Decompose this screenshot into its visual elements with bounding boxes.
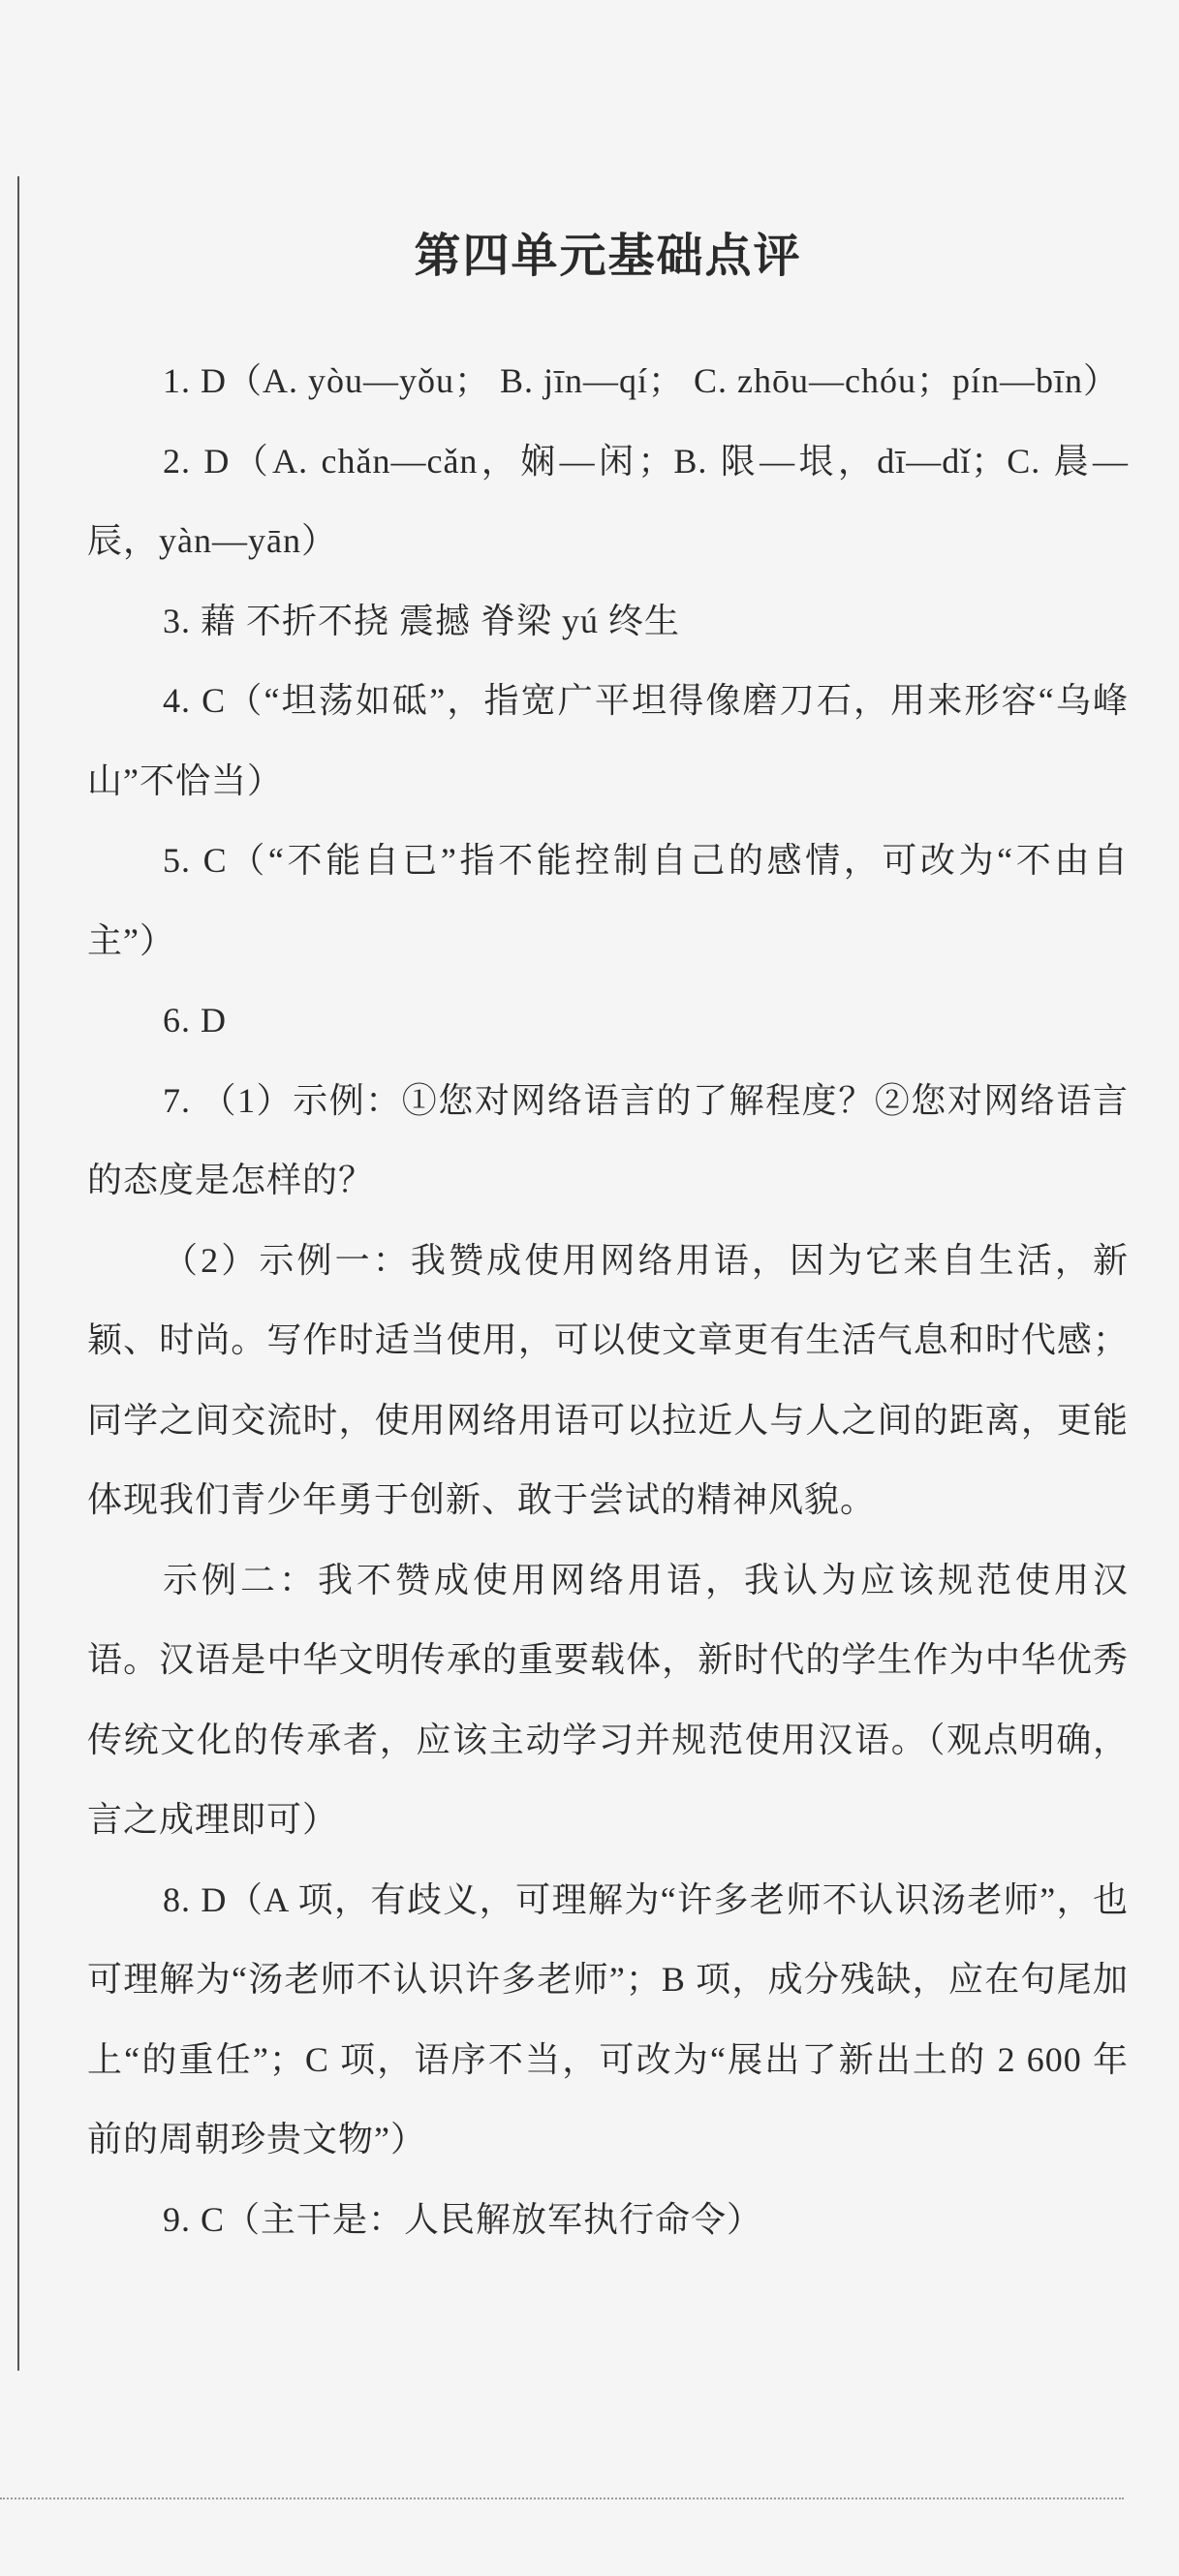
answer-section bbox=[87, 218, 1129, 2259]
answer-3: 3. 藉 不折不挠 震撼 脊梁 yú 终生 bbox=[163, 601, 681, 640]
answer-2: 2. D（A. chǎn—cǎn，娴—闲；B. 限—垠，dī—dǐ；C. 晨—辰，yàn—yān） bbox=[87, 441, 1129, 560]
answer-4: 4. C（“坦荡如砥”，指宽广平坦得像磨刀石，用来形容“乌峰山”不恰当） bbox=[87, 681, 1129, 800]
answer-list bbox=[87, 341, 1129, 2259]
answer-1: 1. D（A. yòu—yǒu； B. jīn—qí； C. zhōu—chóu；pín—bīn） bbox=[163, 361, 1119, 400]
answer-7-part-2-example-2: 示例二：我不赞成使用网络用语，我认为应该规范使用汉语。汉语是中华文明传承的重要载体，新时代的学生作为中华优秀传统文化的传承者，应该主动学习并规范使用汉语。（观点明确，言之成理即可） bbox=[87, 1560, 1129, 1839]
answer-8: 8. D（A 项，有歧义，可理解为“许多老师不认识汤老师”，也可理解为“汤老师不认识许多老师”；B 项，成分残缺，应在句尾加上“的重任”；C 项，语序不当，可改为“展出了新出土的 2 600 年前的周朝珍贵文物”） bbox=[87, 1879, 1129, 2158]
left-margin-rule bbox=[17, 176, 19, 2371]
answer-5: 5. C（“不能自已”指不能控制自己的感情，可改为“不由自主”） bbox=[87, 841, 1129, 960]
answer-9: 9. C（主干是：人民解放军执行命令） bbox=[163, 2199, 763, 2239]
page-title: 第四单元基础点评 bbox=[414, 229, 802, 283]
answer-7-part-2-example-1: （2）示例一：我赞成使用网络用语，因为它来自生活，新颖、时尚。写作时适当使用，可以使文章更有生活气息和时代感；同学之间交流时，使用网络用语可以拉近人与人之间的距离，更能体现我们青少年勇于创新、敢于尝试的精神风貌。 bbox=[87, 1240, 1129, 1519]
answer-6: 6. D bbox=[163, 1001, 227, 1040]
bottom-dotted-rule bbox=[0, 2498, 1124, 2499]
answer-7-part-1: 7. （1）示例：①您对网络语言的了解程度？②您对网络语言的态度是怎样的？ bbox=[87, 1080, 1129, 1199]
